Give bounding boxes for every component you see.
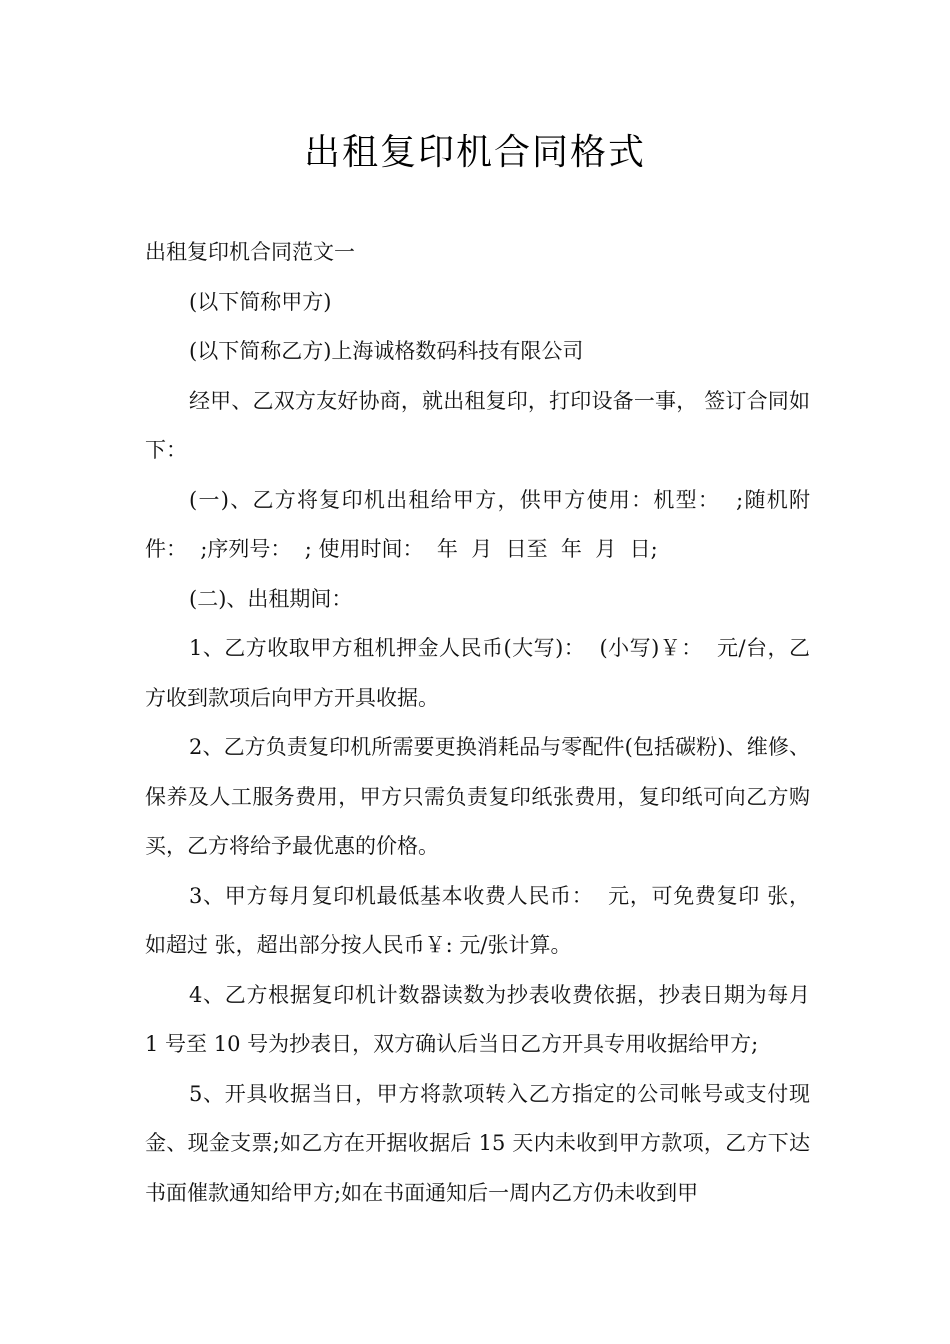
paragraph-clause-1: 1、乙方收取甲方租机押金人民币(大写)： (小写)￥： 元/台，乙方收到款项后向甲方开具收据。 xyxy=(145,636,810,710)
paragraph-heading: 出租复印机合同范文一 xyxy=(145,240,355,264)
paragraph-clause-5: 5、开具收据当日，甲方将款项转入乙方指定的公司帐号或支付现金、现金支票;如乙方在开据收据后 15 天内未收到甲方款项，乙方下达书面催款通知给甲方;如在书面通知后一周内乙方仍未收到甲 xyxy=(145,1081,810,1205)
paragraph-party-a: (以下简称甲方) xyxy=(189,289,332,314)
page-title: 出租复印机合同格式 xyxy=(303,132,646,173)
paragraph-section-1: (一)、乙方将复印机出租给甲方，供甲方使用：机型： ;随机附件： ;序列号： ; 使用时间： 年 月 日至 年 月 日; xyxy=(145,487,810,561)
paragraph-clause-3: 3、甲方每月复印机最低基本收费人民币： 元，可免费复印 张，如超过 张，超出部分按人民币￥: 元/张计算。 xyxy=(145,883,810,957)
document-body xyxy=(145,228,817,1218)
paragraph-section-2: (二)、出租期间： xyxy=(189,586,353,611)
paragraph-clause-2: 2、乙方负责复印机所需要更换消耗品与零配件(包括碳粉)、维修、保养及人工服务费用，甲方只需负责复印纸张费用，复印纸可向乙方购买，乙方将给予最优惠的价格。 xyxy=(145,735,810,858)
paragraph-clause-4: 4、乙方根据复印机计数器读数为抄表收费依据，抄表日期为每月 1 号至 10 号为抄表日，双方确认后当日乙方开具专用收据给甲方; xyxy=(145,982,817,1056)
paragraph-party-b: (以下简称乙方)上海诚格数码科技有限公司 xyxy=(189,339,584,363)
paragraph-intro: 经甲、乙双方友好协商，就出租复印，打印设备一事， 签订合同如下： xyxy=(145,388,810,462)
